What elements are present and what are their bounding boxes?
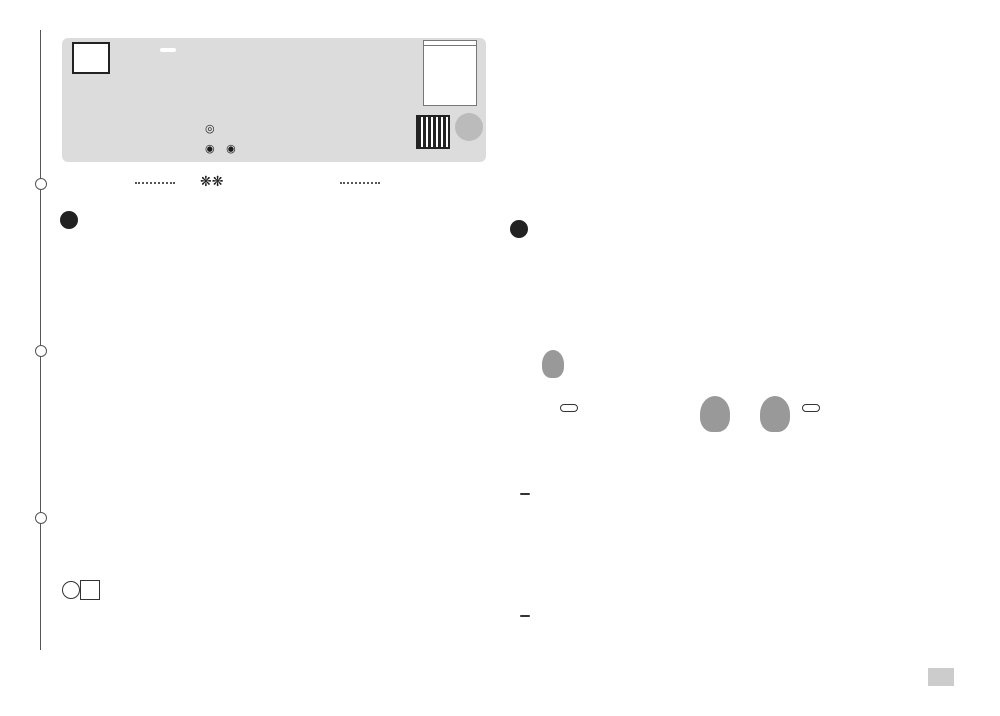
ornament-left — [135, 182, 175, 184]
clock-icon: ◉ — [205, 142, 215, 155]
score-icon: ◉ — [226, 142, 236, 155]
target-icon: ◎ — [205, 122, 215, 135]
r5-text — [512, 606, 530, 621]
q4-text — [62, 580, 100, 600]
binding-line — [40, 30, 41, 650]
time-score-info — [205, 142, 236, 155]
series-name — [160, 48, 176, 52]
mascot-icon — [455, 113, 483, 141]
seal-mark — [35, 178, 47, 190]
section-title: ❋❋ — [200, 174, 224, 190]
square-blank-icon — [80, 580, 100, 600]
squirrel-icon — [542, 350, 564, 378]
seal-mark — [35, 345, 47, 357]
right-page — [500, 0, 1000, 716]
qr-code-icon — [416, 115, 450, 149]
content-info — [205, 122, 215, 135]
grade-box — [423, 40, 477, 106]
circle-blank-icon — [62, 581, 80, 599]
squirrel-icon — [760, 396, 790, 432]
speech-bubble-1 — [560, 404, 578, 412]
speech-bubble-2 — [802, 404, 820, 412]
publisher-logo — [72, 42, 110, 74]
seal-mark — [35, 512, 47, 524]
tag-reasoning — [520, 493, 530, 495]
squirrel-icon — [700, 396, 730, 432]
grade-label — [424, 41, 476, 46]
part2-badge — [510, 220, 528, 238]
ornament-right — [340, 182, 380, 184]
tag-error-prone — [520, 615, 530, 617]
page-number — [928, 668, 954, 686]
r3-text — [512, 484, 530, 499]
part1-badge — [60, 211, 78, 229]
